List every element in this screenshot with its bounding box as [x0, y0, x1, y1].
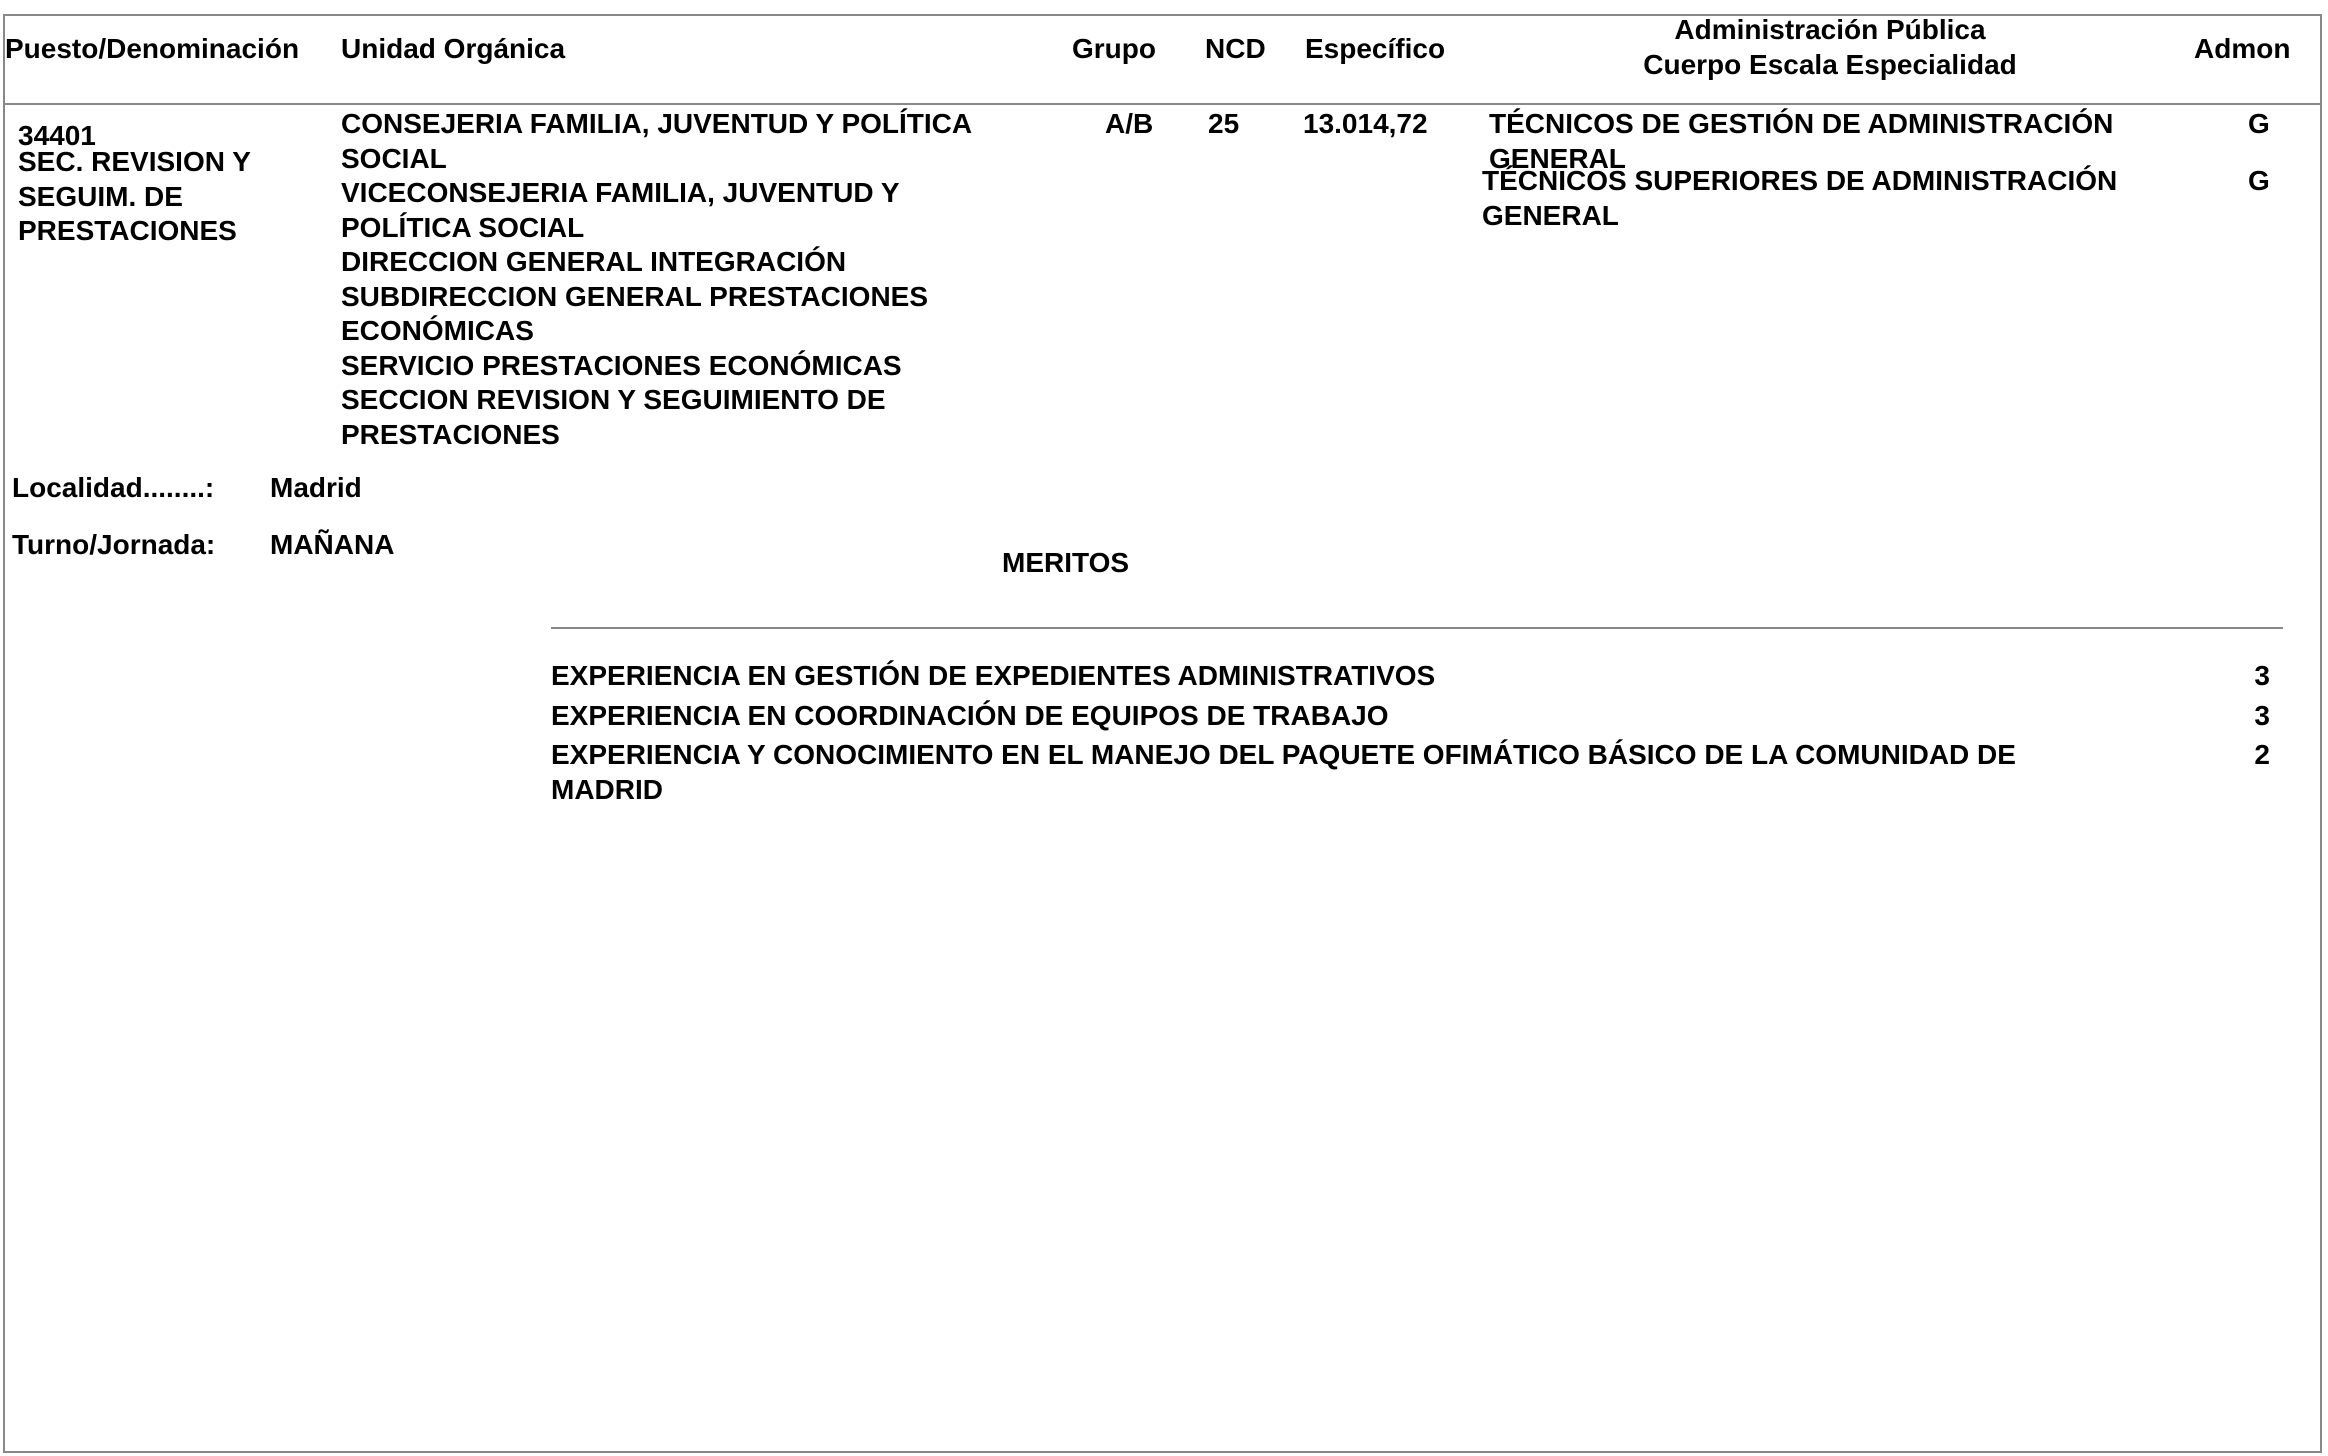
cuerpo-line: GENERAL: [1489, 142, 1626, 174]
cuerpo-line: TÉCNICOS DE GESTIÓN DE ADMINISTRACIÓN: [1489, 108, 2114, 139]
unidad-line: POLÍTICA SOCIAL: [341, 211, 585, 243]
unidad-line: SOCIAL: [341, 142, 447, 174]
turno-value: MAÑANA: [270, 529, 395, 560]
cuerpo-item: [1482, 164, 2117, 233]
merito-item: EXPERIENCIA EN COORDINACIÓN DE EQUIPOS DE TRABAJO: [551, 700, 1389, 731]
localidad-value: Madrid: [270, 472, 362, 503]
unidad-line: PRESTACIONES: [341, 418, 560, 450]
header-admon: Admon: [2194, 33, 2291, 64]
unidad-line: ECONÓMICAS: [341, 315, 534, 346]
puesto-denominacion-line: SEGUIM. DE: [18, 180, 183, 212]
puesto-denominacion-line: SEC. REVISION Y: [18, 146, 251, 177]
unidad-line: SECCION REVISION Y SEGUIMIENTO DE: [341, 384, 886, 415]
merito-item: EXPERIENCIA EN GESTIÓN DE EXPEDIENTES ADMINISTRATIVOS: [551, 660, 1436, 691]
cuerpo-admon: G: [2248, 108, 2270, 139]
header-unidad: Unidad Orgánica: [341, 33, 566, 64]
merito-item: [551, 738, 2016, 807]
meritos-divider: [551, 627, 2283, 629]
meritos-title: MERITOS: [1002, 547, 1130, 578]
unidad-line: SUBDIRECCION GENERAL PRESTACIONES: [341, 280, 929, 312]
especifico-value: 13.014,72: [1303, 108, 1428, 139]
puesto-code: 34401: [18, 120, 96, 151]
header-grupo: Grupo: [1072, 33, 1156, 64]
unidad-line: VICECONSEJERIA FAMILIA, JUVENTUD Y: [341, 177, 900, 208]
cuerpo-line: GENERAL: [1482, 199, 1619, 231]
header-divider: [3, 103, 2322, 105]
turno-label: Turno/Jornada:: [12, 529, 216, 560]
unidad-line: SERVICIO PRESTACIONES ECONÓMICAS: [341, 349, 902, 381]
unidad-line: CONSEJERIA FAMILIA, JUVENTUD Y POLÍTICA: [341, 108, 973, 139]
merito-points: 3: [2254, 700, 2270, 731]
merito-line: EXPERIENCIA Y CONOCIMIENTO EN EL MANEJO DEL PAQUETE OFIMÁTICO BÁSICO DE LA COMUNIDAD DE: [551, 739, 2016, 770]
merito-line: MADRID: [551, 773, 663, 805]
cuerpo-admon: G: [2248, 165, 2270, 196]
header-admin-publica: Administración Pública: [1674, 14, 1986, 45]
unidad-line: DIRECCION GENERAL INTEGRACIÓN: [341, 246, 847, 277]
header-especifico: Específico: [1305, 33, 1446, 64]
cuerpo-line: TÉCNICOS SUPERIORES DE ADMINISTRACIÓN: [1482, 165, 2118, 196]
ncd-value: 25: [1208, 108, 1240, 139]
puesto-denominacion: [18, 145, 251, 249]
localidad-label: Localidad........:: [12, 472, 215, 503]
puesto-denominacion-line: PRESTACIONES: [18, 215, 237, 246]
header-ncd: NCD: [1205, 33, 1266, 64]
merito-points: 2: [2254, 739, 2270, 770]
header-puesto: Puesto/Denominación: [5, 33, 300, 64]
merito-points: 3: [2254, 660, 2270, 691]
unidad-organica: [341, 107, 972, 452]
header-cuerpo-escala: Cuerpo Escala Especialidad: [1643, 49, 2017, 80]
grupo-value: A/B: [1105, 108, 1154, 139]
